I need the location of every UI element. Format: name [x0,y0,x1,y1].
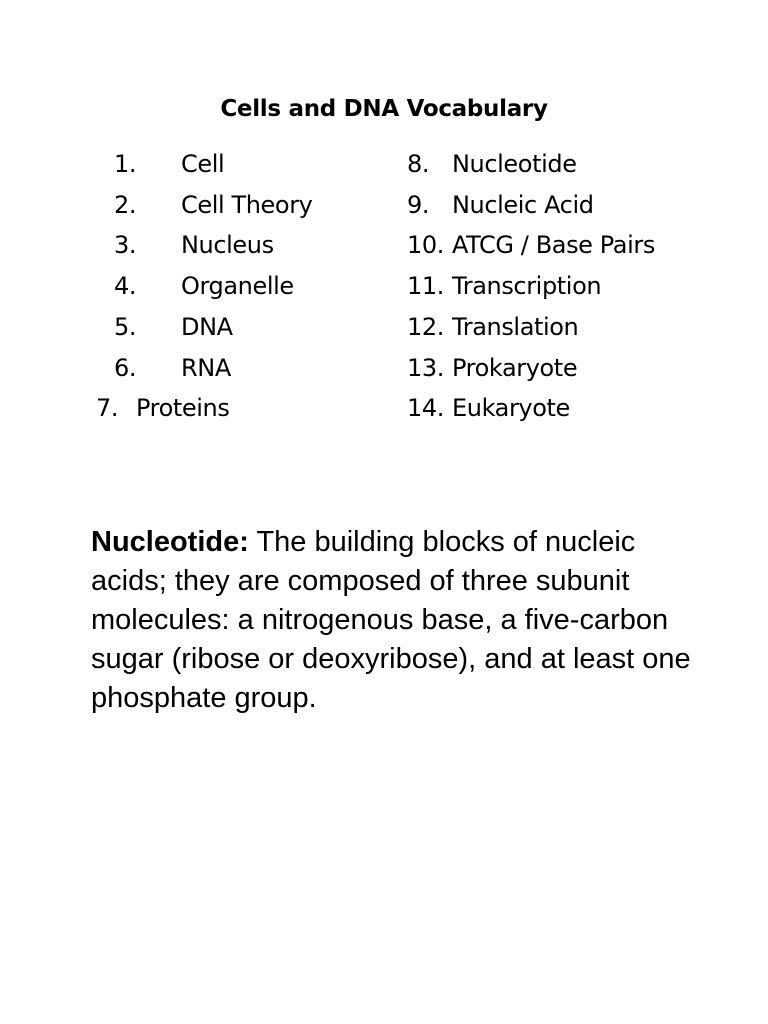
definition-term: Nucleotide: [91,526,249,558]
item-number: 13. [407,354,444,382]
item-number: 6. [114,354,137,382]
item-number: 2. [114,191,137,219]
item-number: 1. [114,150,137,178]
item-term: ATCG / Base Pairs [452,231,655,259]
item-term: Organelle [181,272,294,300]
item-term: Prokaryote [452,354,578,382]
item-number: 8. [407,150,430,178]
item-number: 10. [407,231,444,259]
item-number: 3. [114,231,137,259]
item-term: Cell Theory [181,191,313,219]
item-number: 11. [407,272,444,300]
item-term: Translation [452,313,579,341]
definition-paragraph [91,523,711,718]
item-number: 14. [407,394,444,422]
item-term: Nucleic Acid [452,191,594,219]
item-term: Nucleus [181,231,274,259]
page-title: Cells and DNA Vocabulary [220,96,548,122]
item-term: Cell [181,150,225,178]
item-number: 5. [114,313,137,341]
item-term: Proteins [136,394,230,422]
item-term: Eukaryote [452,394,570,422]
item-term: Nucleotide [452,150,577,178]
item-term: DNA [181,313,233,341]
item-number: 9. [407,191,430,219]
item-number: 7. [96,394,119,422]
item-term: Transcription [452,272,602,300]
item-term: RNA [181,354,231,382]
definition-text: The building blocks of nucleic acids; they are composed of three subunit molecules: a nitrogenous base, a five-carbon sugar (ribose or deoxyribose), and at least one phosphate group. [91,526,691,714]
item-number: 4. [114,272,137,300]
item-number: 12. [407,313,444,341]
